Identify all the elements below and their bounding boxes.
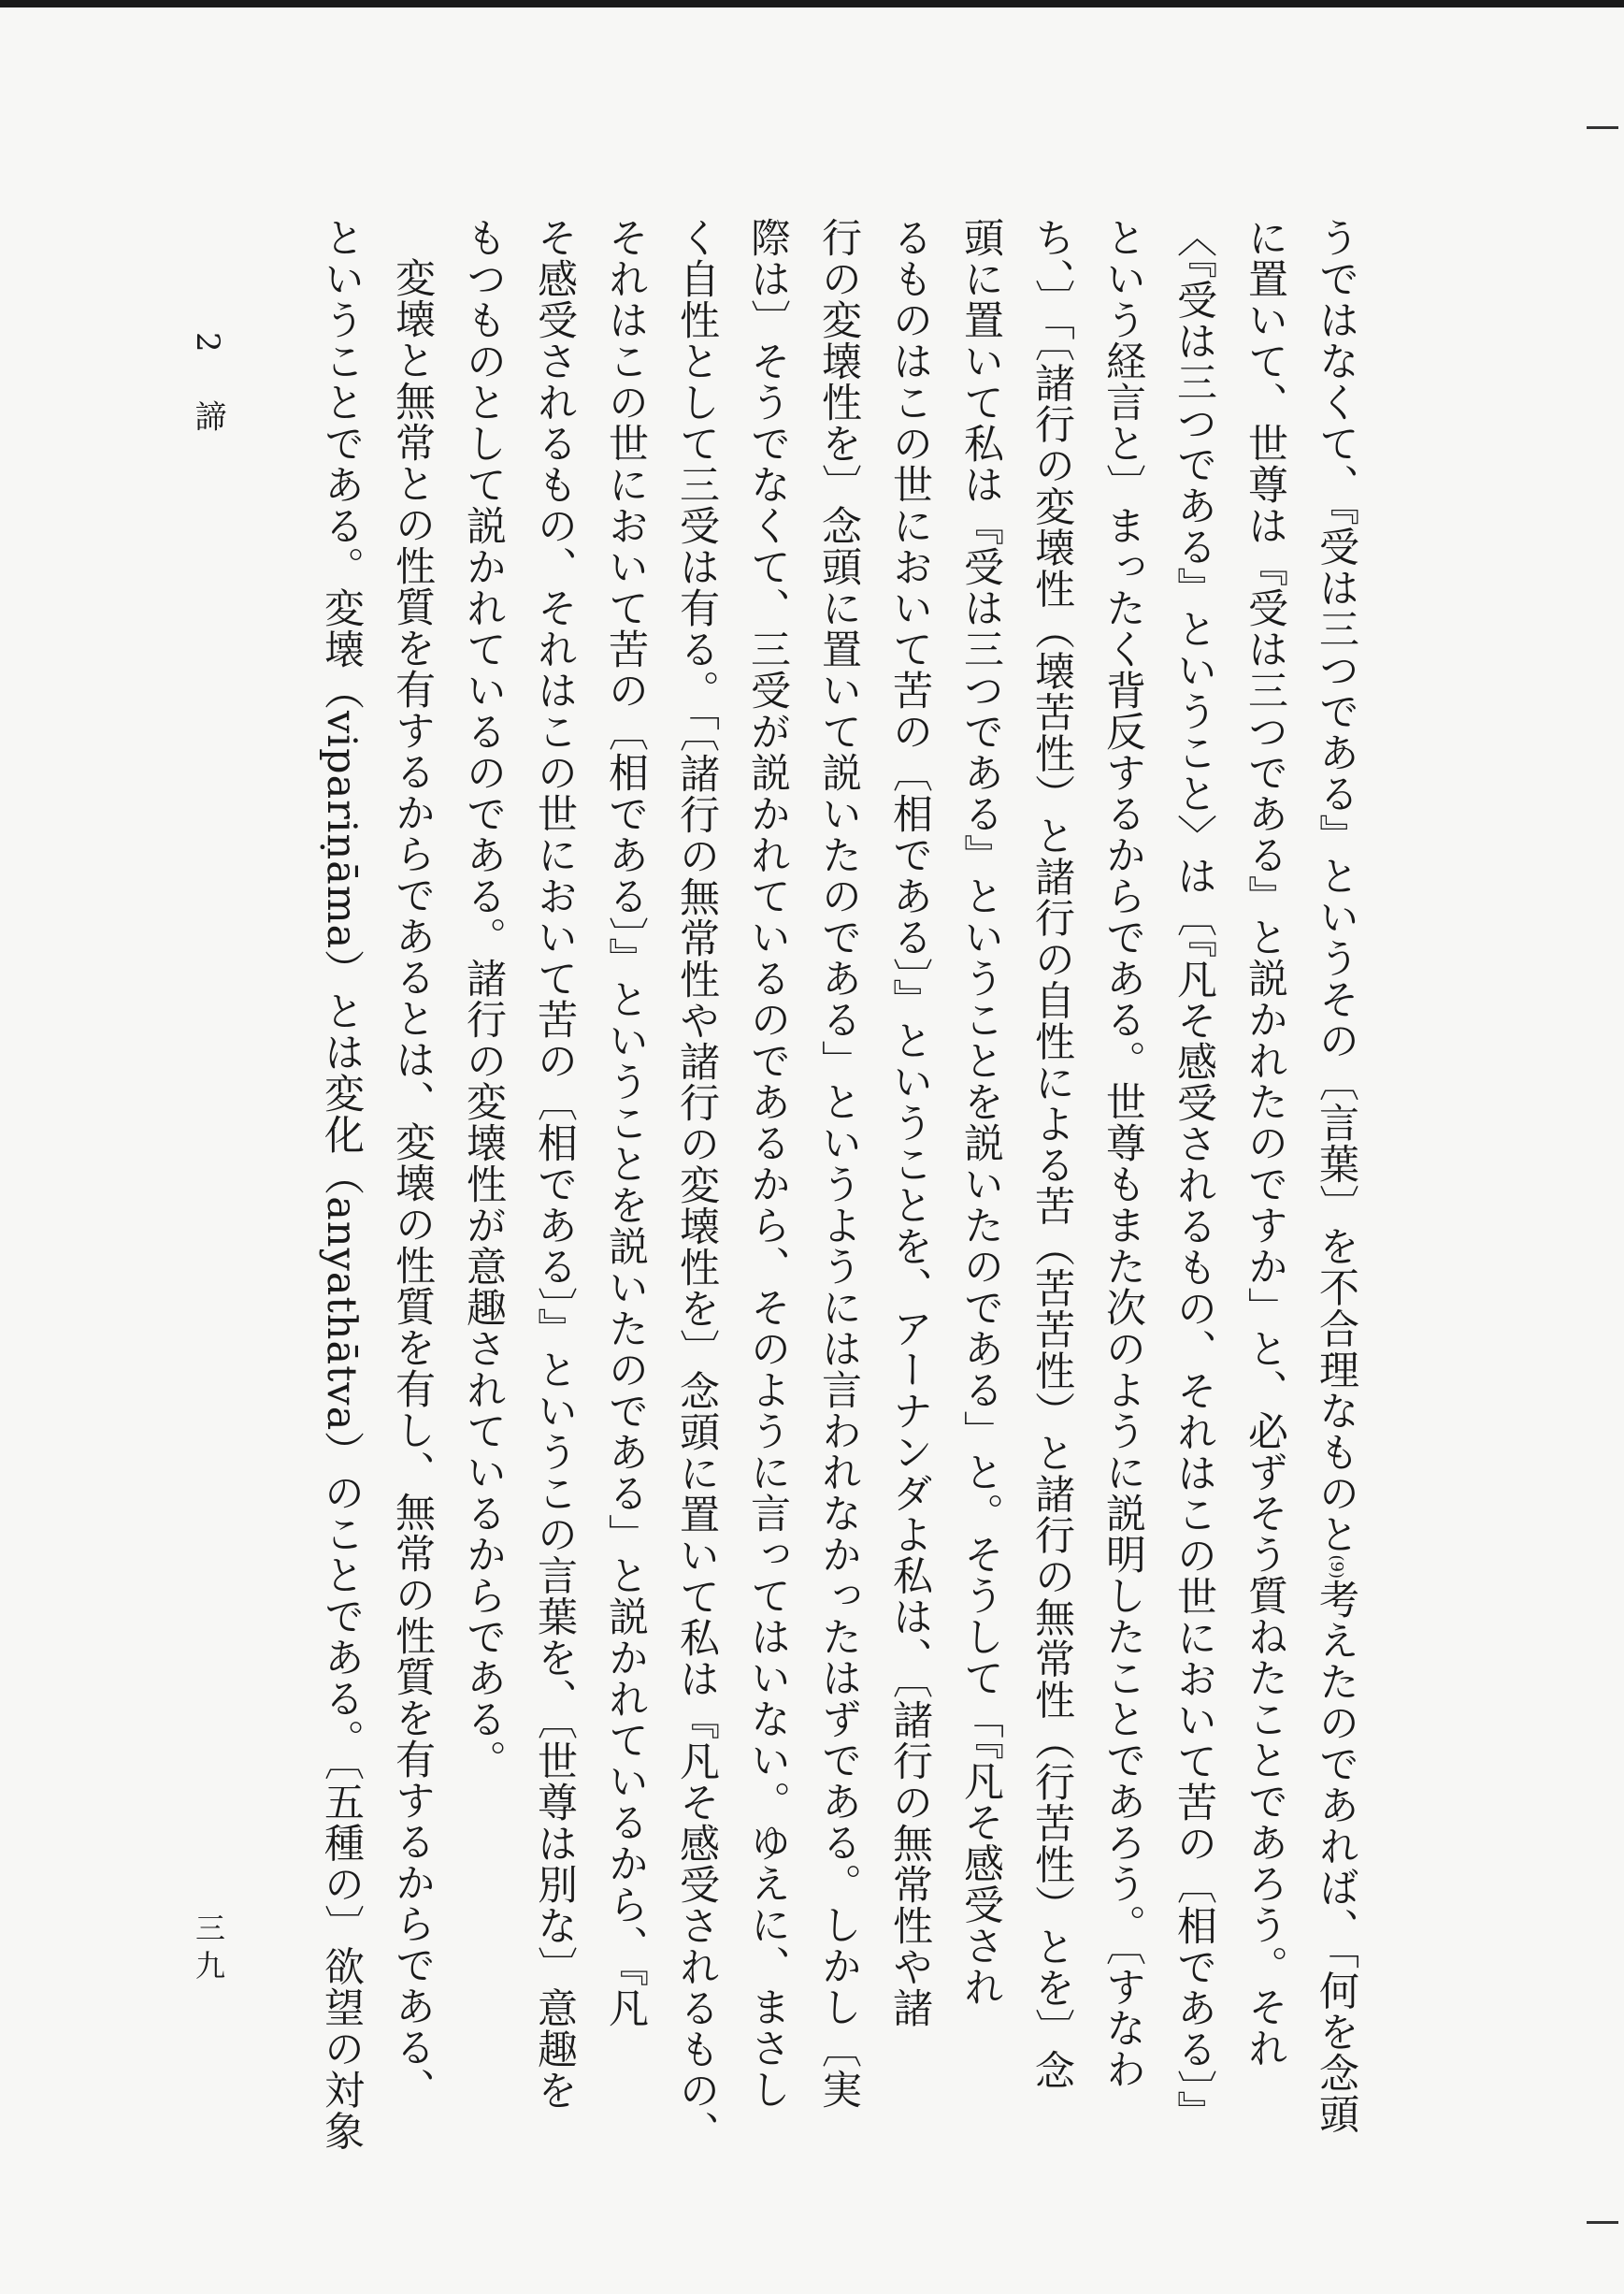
- text-column: という経言と〕まったく背反するからである。世尊もまた次のように説明したことであろう。〔すなわ: [1099, 217, 1146, 2090]
- text-column: 際は〕そうでなくて、三受が説かれているのであるから、そのように言ってはいない。ゆえに、まさし: [744, 217, 791, 2110]
- text-column: それはこの世において苦の〔相である〕』ということを説いたのである」と説かれているから、『凡: [602, 217, 649, 2028]
- text-column: もつものとして説かれているのである。諸行の変壊性が意趣されているからである。: [460, 217, 507, 1781]
- top-rule: [0, 0, 1624, 7]
- text-column: ち、〕「〔諸行の変壊性（壊苦性）と諸行の自性による苦（苦苦性）と諸行の無常性（行苦性）とを〕念: [1028, 217, 1075, 2091]
- text-column: く自性として三受は有る。「〔諸行の無常性や諸行の変壊性を〕念頭に置いて私は『凡そ感受されるもの、: [673, 217, 720, 2152]
- edge-mark: [1587, 126, 1618, 129]
- text-column: 頭に置いて私は『受は三つである』ということを説いたのである」と。そうして「『凡そ感受され: [957, 217, 1004, 2008]
- text-column: に置いて、世尊は『受は三つである』と説かれたのですか」と、必ずそう質ねたことであろう。それ: [1242, 217, 1288, 2069]
- body-text: [306, 217, 1372, 2152]
- text-column: 変壊と無常との性質を有するからであるとは、変壊の性質を有し、無常の性質を有するからである、: [389, 257, 436, 2109]
- text-column: 〈『受は三つである』ということ〉は〔『凡そ感受されるもの、それはこの世において苦の〔相である〕』: [1171, 217, 1217, 2132]
- edge-mark: [1587, 2221, 1618, 2224]
- running-head: 2 諦: [189, 332, 226, 451]
- text-column: ということである。変壊（vipariṇāma）とは変化（anyathātva）のことである。〔五種の〕欲望の対象: [318, 217, 365, 2152]
- note-reference: (9): [1327, 1554, 1346, 1579]
- text-segment: うではなくて、『受は三つである』というその〔言葉〕を不合理なものと: [1313, 217, 1359, 1555]
- text-column: るものはこの世において苦の〔相である〕』ということを、アーナンダよ私は、〔諸行の無常性や諸: [886, 217, 933, 2028]
- page-number: 三九: [191, 1912, 226, 1987]
- text-column: [1301, 217, 1372, 2135]
- text-column: そ感受されるもの、それはこの世において苦の〔相である〕』というこの言葉を、〔世尊は別な〕意趣を: [531, 217, 578, 2111]
- text-segment: 考えたのであれば、「何を念頭: [1313, 1579, 1359, 2135]
- text-column: 行の変壊性を〕念頭に置いて説いたのである」というようには言われなかったはずである。しかし〔実: [815, 217, 862, 2110]
